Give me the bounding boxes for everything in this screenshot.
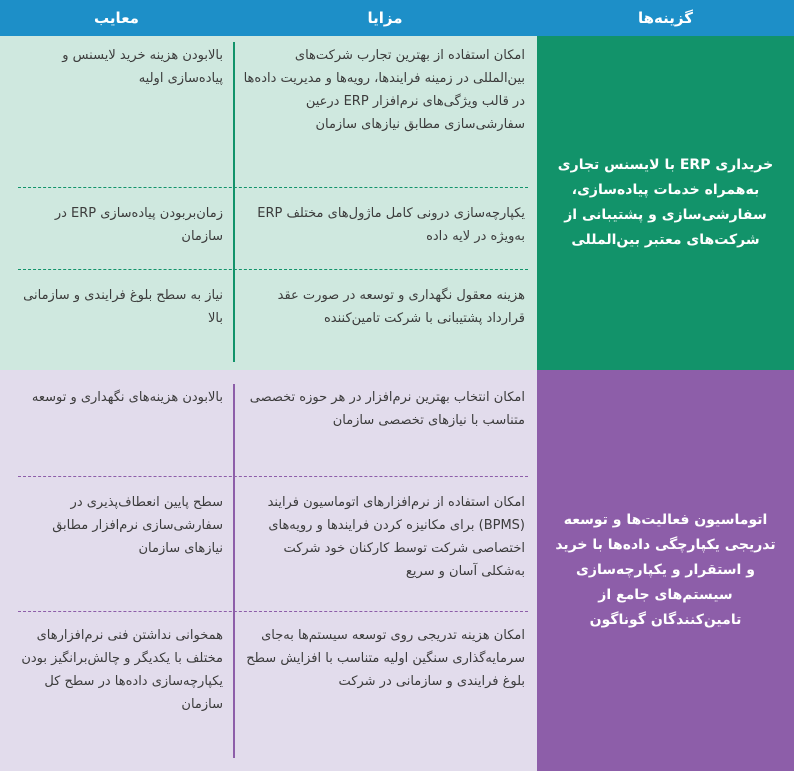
- pro-cell: امکان انتخاب بهترین نرم‌افزار در هر حوزه تخصصی متناسب با نیازهای تخصصی سازمان: [249, 390, 525, 428]
- con-cell: سطح پایین انعطاف‌پذیری در سفارشی‌سازی نرم‌افزار مطابق نیازهای سازمان: [52, 495, 223, 556]
- table-header: [0, 0, 794, 36]
- con-cell: بالابودن هزینه‌های نگهداری و توسعه: [31, 390, 223, 405]
- pro-cell: امکان هزینه تدریجی روی توسعه سیستم‌ها به‌جای سرمایه‌گذاری سنگین اولیه متناسب با افزایش سطح بلوغ فرایندی و سازمانی در شرکت: [246, 628, 525, 689]
- row-divider: [18, 187, 528, 188]
- header-pros: مزایا: [367, 9, 403, 27]
- pro-cell: امکان استفاده از نرم‌افزارهای اتوماسیون فرایند (BPMS) برای مکانیزه کردن فرایندها و رویه‌های اختصاصی شرکت توسط کارکنان خود شرکت به‌شکلی آسان و سریع: [267, 495, 525, 579]
- option-cell: اتوماسیون فعالیت‌ها و توسعه تدریجی یکپارچگی داده‌ها با خرید و استقرار و یکپارچه‌سازی سیستم‌های جامع از تامین‌کنندگان گوناگون: [537, 370, 794, 771]
- section-automation: [0, 370, 794, 771]
- con-cell: همخوانی نداشتن فنی نرم‌افزارهای مختلف با یکدیگر و چالش‌برانگیز بودن یکپارچه‌سازی داده‌ها در سطح کل سازمان: [21, 628, 223, 712]
- row-divider: [18, 269, 528, 270]
- pro-cell: امکان استفاده از بهترین تجارب شرکت‌های بین‌المللی در زمینه فرایندها، رویه‌ها و مدیریت داده‌ها در قالب ویژگی‌های نرم‌افزار ERP درعین سفارشی‌سازی مطابق نیازهای سازمان: [243, 48, 525, 132]
- con-cell: بالابودن هزینه خرید لایسنس و پیاده‌سازی اولیه: [62, 48, 223, 86]
- option-cell: خریداری ERP با لایسنس تجاری به‌همراه خدمات پیاده‌سازی، سفارشی‌سازی و پشتیبانی از شرکت‌های معتبر بین‌المللی: [537, 36, 794, 370]
- pro-cell: هزینه معقول نگهداری و توسعه در صورت عقد قرارداد پشتیبانی با شرکت تامین‌کننده: [277, 288, 525, 326]
- pro-cell: یکپارچه‌سازی درونی کامل ماژول‌های مختلف ERP به‌ویژه در لایه داده: [257, 206, 525, 244]
- column-divider: [233, 42, 235, 362]
- con-cell: زمان‌بربودن پیاده‌سازی ERP در سازمان: [54, 206, 223, 244]
- row-divider: [18, 476, 528, 477]
- header-options: گزینه‌ها: [638, 9, 693, 27]
- con-cell: نیاز به سطح بلوغ فرایندی و سازمانی بالا: [23, 288, 223, 326]
- header-cons: معایب: [94, 9, 139, 27]
- row-divider: [18, 611, 528, 612]
- column-divider: [233, 384, 235, 758]
- section-erp-license: [0, 36, 794, 370]
